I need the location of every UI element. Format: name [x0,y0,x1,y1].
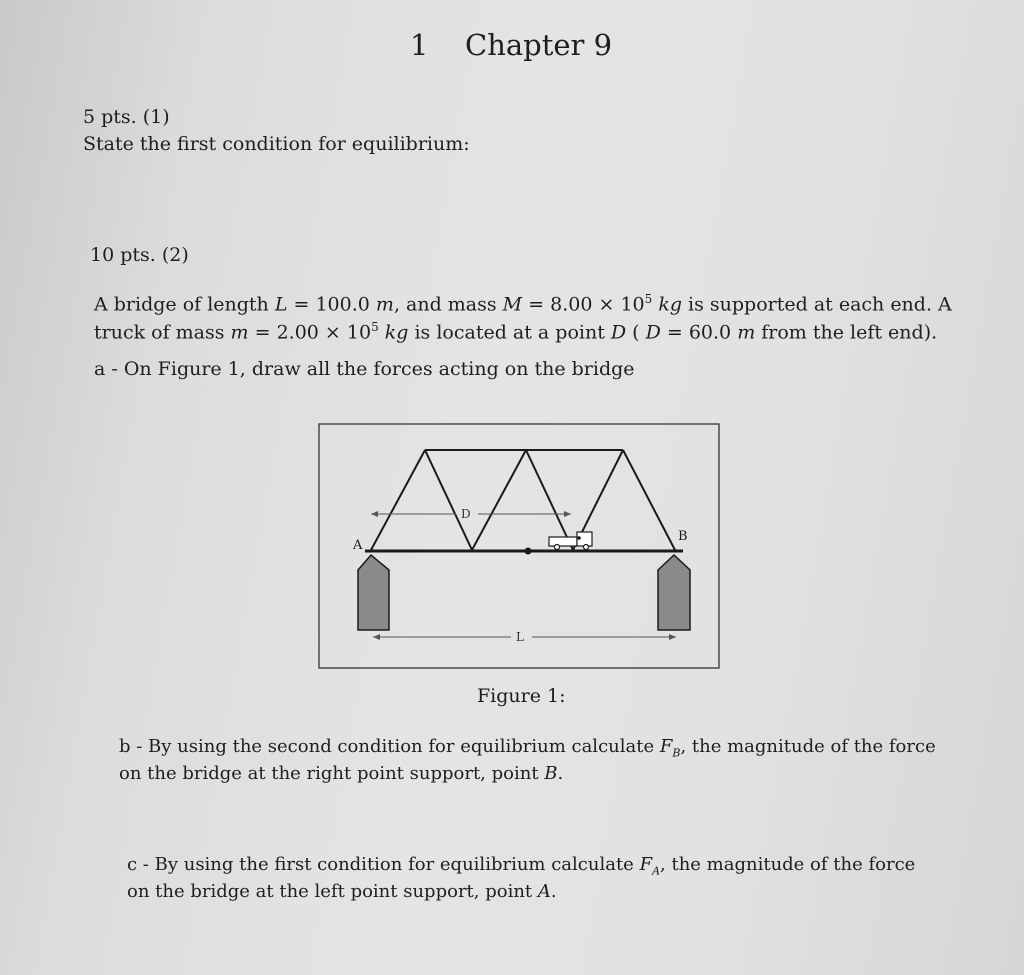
figure-caption: Figure 1: [477,685,566,707]
question-2a-prompt: a - On Figure 1, draw all the forces acting on the bridge [94,358,635,380]
dimension-D [371,511,571,517]
bridge-figure [318,423,721,670]
chapter-title: Chapter 9 [465,28,613,62]
question-2b-line-2: on the bridge at the right point support, point B. [119,763,564,784]
question-1-prompt: State the first condition for equilibrium: [83,133,470,155]
label-B: B [678,529,688,544]
question-1-points: 5 pts. (1) [83,106,170,128]
label-L: L [516,630,524,644]
question-2c-line-2: on the bridge at the left point support, point A. [127,881,557,902]
question-2b-line-1: b - By using the second condition for equilibrium calculate $F_B$, the magnitude of the force [119,736,936,760]
dimension-L [373,634,676,640]
question-2-line-2: truck of mass $m = 2.00 \times 10^5$ kg is located at a point D ( D = 60.0 m from the left end). [94,320,938,344]
label-A: A [353,538,363,553]
question-2c-line-1: c - By using the first condition for equilibrium calculate $F_A$, the magnitude of the force [127,854,916,878]
question-2-line-1: A bridge of length L = 100.0 m, and mass $M = 8.00 \times 10^5$ kg is supported at each end. A [94,292,952,316]
truss [371,450,675,550]
label-D: D [461,507,471,521]
question-2-points: 10 pts. (2) [90,244,189,266]
left-support [358,555,389,630]
right-support [658,555,690,630]
chapter-number: 1 [410,28,429,62]
center-of-mass-dot [525,548,532,555]
